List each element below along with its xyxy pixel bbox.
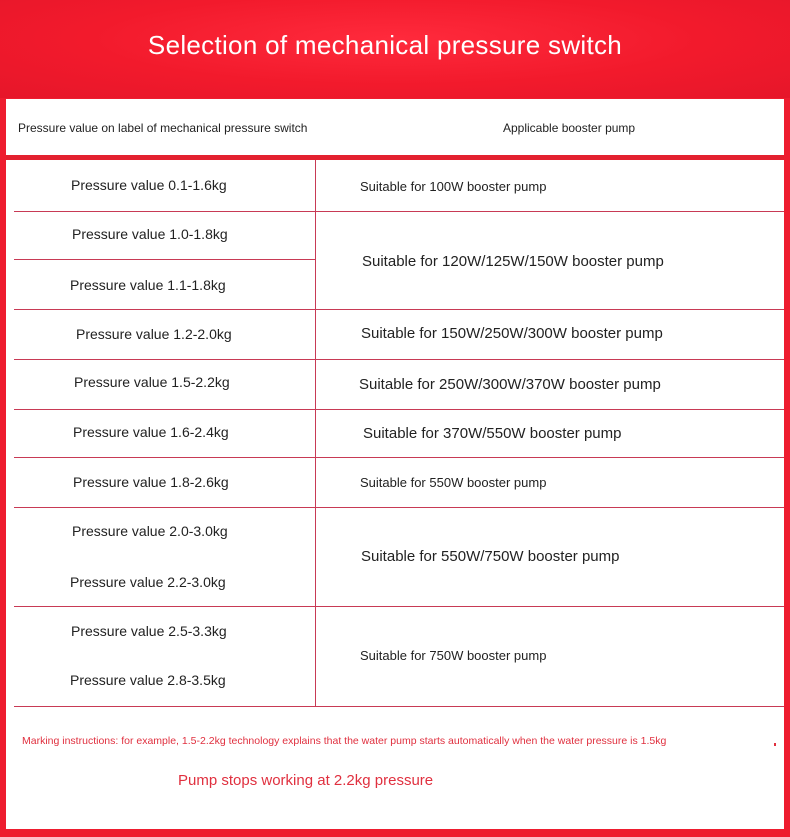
row-divider: [14, 409, 784, 410]
row-divider: [14, 309, 784, 310]
header-separator: [6, 155, 784, 160]
row-divider: [14, 457, 784, 458]
row-divider: [14, 211, 784, 212]
pressure-cell: Pressure value 2.2-3.0kg: [70, 574, 226, 590]
pressure-cell: Pressure value 1.6-2.4kg: [73, 424, 229, 440]
pressure-cell: Pressure value 1.0-1.8kg: [72, 226, 228, 242]
header-right-label: Applicable booster pump: [503, 121, 636, 135]
pressure-cell: Pressure value 2.8-3.5kg: [70, 672, 226, 688]
header-left-label: Pressure value on label of mechanical pressure switch: [18, 121, 308, 135]
pressure-cell: Pressure value 2.0-3.0kg: [72, 523, 228, 539]
pressure-cell: Pressure value 0.1-1.6kg: [71, 177, 227, 193]
pressure-cell: Pressure value 2.5-3.3kg: [71, 623, 227, 639]
pump-cell: Suitable for 750W booster pump: [360, 648, 547, 663]
pump-cell: Suitable for 120W/125W/150W booster pump: [362, 253, 664, 270]
pressure-cell: Pressure value 1.1-1.8kg: [70, 277, 226, 293]
content-sheet: [6, 99, 784, 829]
pump-cell: Suitable for 150W/250W/300W booster pump: [361, 325, 663, 342]
row-divider: [14, 259, 315, 260]
marking-instructions: Marking instructions: for example, 1.5-2.2kg technology explains that the water pump starts automatically when the water pressure is 1.5kg: [22, 735, 667, 747]
pump-cell: Suitable for 100W booster pump: [360, 179, 547, 194]
pump-cell: Suitable for 550W booster pump: [360, 475, 547, 490]
pump-cell: Suitable for 370W/550W booster pump: [363, 425, 622, 442]
mark-dot: [774, 743, 776, 746]
row-divider: [14, 606, 784, 607]
pump-cell: Suitable for 550W/750W booster pump: [361, 548, 620, 565]
pump-cell: Suitable for 250W/300W/370W booster pump: [359, 376, 661, 393]
pressure-cell: Pressure value 1.2-2.0kg: [76, 326, 232, 342]
pump-stop-note: Pump stops working at 2.2kg pressure: [178, 772, 434, 789]
row-divider: [14, 359, 784, 360]
pressure-cell: Pressure value 1.8-2.6kg: [73, 474, 229, 490]
row-divider: [14, 507, 784, 508]
page-title: Selection of mechanical pressure switch: [147, 30, 623, 60]
pressure-cell: Pressure value 1.5-2.2kg: [74, 374, 230, 390]
column-divider: [315, 160, 316, 706]
row-divider: [14, 706, 784, 707]
title-banner: [0, 0, 790, 98]
